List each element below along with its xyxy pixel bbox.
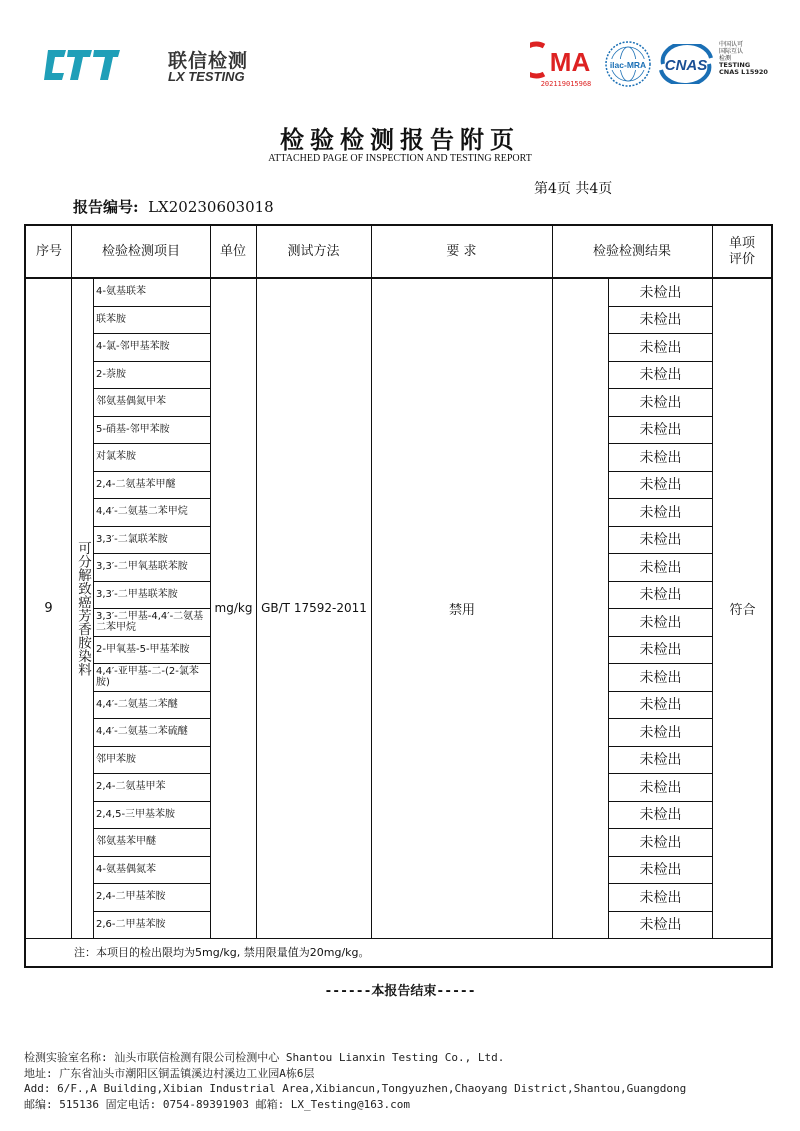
cnas-line: 国际互认: [719, 48, 744, 55]
footer-address-en: Add: 6/F.,A Building,Xibian Industrial Area,Xibiancun,Tongyuzhen,Chaoyang District,Shantou,Guangdong: [24, 1082, 687, 1095]
item-result: 未检出: [639, 862, 682, 879]
item-name: 邻氨基偶氮甲苯: [96, 396, 166, 408]
header-seq: 序号: [35, 244, 62, 259]
row-divider: [609, 911, 712, 912]
row-method: GB/T 17592-2011: [261, 601, 367, 615]
item-name: 邻氨基苯甲醚: [96, 836, 156, 848]
report-number-value: LX20230603018: [148, 198, 274, 216]
item-result: 未检出: [639, 559, 682, 576]
cnas-line: 检测: [719, 55, 732, 62]
row-divider: [94, 388, 210, 389]
item-result: 未检出: [639, 587, 682, 604]
row-divider: [94, 718, 210, 719]
row-divider: [94, 581, 210, 582]
item-result: 未检出: [639, 669, 682, 686]
item-result: 未检出: [639, 504, 682, 521]
row-divider: [94, 361, 210, 362]
header-item: 检验检测项目: [101, 244, 180, 259]
cnas-line: 中国认可: [719, 41, 744, 48]
cnas-badge: [655, 44, 717, 84]
row-divider: [609, 636, 712, 637]
row-divider: [609, 581, 712, 582]
row-divider: [609, 526, 712, 527]
row-divider: [94, 553, 210, 554]
row-divider: [609, 553, 712, 554]
item-result: 未检出: [639, 834, 682, 851]
report-number: [73, 196, 274, 217]
row-divider: [94, 856, 210, 857]
row-divider: [94, 801, 210, 802]
table-note: 注：本项目的检出限均为5mg/kg, 禁用限量值为20mg/kg。: [74, 946, 370, 959]
item-result: 未检出: [639, 724, 682, 741]
item-result: 未检出: [639, 422, 682, 439]
row-divider: [609, 746, 712, 747]
col-divider: [552, 226, 553, 939]
cma-icon: [530, 40, 602, 80]
item-name: 3,3′-二甲氧基联苯胺: [96, 561, 188, 573]
cma-badge: [530, 40, 602, 90]
row-divider: [609, 416, 712, 417]
item-name: 联苯胺: [96, 313, 126, 325]
row-divider: [609, 663, 712, 664]
item-name: 4-氨基偶氮苯: [96, 863, 156, 875]
logo-en-text: LX TESTING: [168, 69, 245, 84]
item-name: 2,4-二氨基甲苯: [96, 781, 166, 793]
header-requirement: 要 求: [446, 244, 477, 259]
row-divider: [94, 746, 210, 747]
item-result: 未检出: [639, 807, 682, 824]
item-name: 2,4-二甲基苯胺: [96, 891, 166, 903]
row-divider: [609, 773, 712, 774]
header-unit: 单位: [219, 244, 246, 259]
row-divider: [609, 333, 712, 334]
row-divider: [94, 883, 210, 884]
results-table: [24, 224, 773, 968]
row-divider: [609, 498, 712, 499]
page-subtitle: ATTACHED PAGE OF INSPECTION AND TESTING REPORT: [268, 153, 532, 164]
row-divider: [609, 856, 712, 857]
item-name: 4-氨基联苯: [96, 286, 146, 298]
item-result: 未检出: [639, 614, 682, 631]
row-divider: [609, 443, 712, 444]
row-divider: [609, 718, 712, 719]
report-number-label: 报告编号:: [73, 198, 139, 216]
cnas-line: TESTING: [719, 61, 751, 69]
ma-number: 202119015968: [540, 80, 592, 88]
header-method: 测试方法: [287, 244, 340, 259]
row-divider: [609, 306, 712, 307]
row-divider: [94, 608, 210, 609]
item-result: 未检出: [639, 394, 682, 411]
item-name: 4,4′-二氨基二苯硫醚: [96, 726, 188, 738]
row-divider: [94, 828, 210, 829]
item-name: 对氯苯胺: [96, 451, 136, 463]
row-divider: [94, 306, 210, 307]
row-divider: [609, 608, 712, 609]
item-name: 4,4′-二氨基二苯醚: [96, 698, 178, 710]
row-divider: [94, 691, 210, 692]
footer-lab: 检测实验室名称: 汕头市联信检测有限公司检测中心 Shantou Lianxin Testing Co., Ltd.: [24, 1051, 505, 1064]
row-divider: [94, 773, 210, 774]
item-result: 未检出: [639, 917, 682, 934]
row-divider: [94, 911, 210, 912]
item-name: 3,3′-二氯联苯胺: [96, 533, 168, 545]
item-result: 未检出: [639, 367, 682, 384]
item-result: 未检出: [639, 697, 682, 714]
row-divider: [609, 801, 712, 802]
item-name: 2,4,5-三甲基苯胺: [96, 808, 176, 820]
row-divider: [609, 691, 712, 692]
footer-address-cn: 地址: 广东省汕头市潮阳区铜盂镇溪边村溪边工业园A栋6层: [24, 1066, 315, 1080]
row-divider: [609, 828, 712, 829]
row-divider: [609, 471, 712, 472]
row-divider: [94, 471, 210, 472]
header-evaluation: 单项评价: [728, 236, 755, 267]
row-unit: mg/kg: [214, 601, 253, 615]
item-result: 未检出: [639, 532, 682, 549]
row-divider: [94, 416, 210, 417]
row-divider: [94, 443, 210, 444]
row-requirement: 禁用: [448, 602, 475, 618]
item-name: 2-萘胺: [96, 368, 126, 380]
item-name: 邻甲苯胺: [96, 753, 136, 765]
item-name: 2-甲氧基-5-甲基苯胺: [96, 643, 190, 655]
item-result: 未检出: [639, 477, 682, 494]
ilac-badge: [604, 40, 652, 88]
item-result: 未检出: [639, 752, 682, 769]
cnas-logo-text: CNAS: [664, 57, 708, 74]
report-end: ------本报告结束-----: [324, 984, 476, 999]
row-seq: 9: [44, 600, 53, 616]
ma-text: MA: [549, 47, 591, 77]
row-divider: [94, 663, 210, 664]
row-divider: [94, 498, 210, 499]
row-divider: [94, 526, 210, 527]
item-result: 未检出: [639, 449, 682, 466]
item-name: 4-氯-邻甲基苯胺: [96, 341, 170, 353]
item-name: 4,4′-亚甲基-二-(2-氯苯胺): [96, 665, 199, 688]
page-title: 检验检测报告附页: [280, 125, 520, 154]
header-result: 检验检测结果: [592, 244, 671, 259]
item-name: 5-硝基-邻甲苯胺: [96, 423, 170, 435]
row-divider: [94, 333, 210, 334]
footer-info: [24, 1050, 686, 1112]
item-result: 未检出: [639, 312, 682, 329]
row-divider: [609, 361, 712, 362]
item-name: 3,3′-二甲基联苯胺: [96, 588, 178, 600]
item-result: 未检出: [639, 284, 682, 301]
item-name: 4,4′-二氨基二苯甲烷: [96, 506, 188, 518]
logo-cn-text: 联信检测: [168, 50, 249, 72]
lti-logo-mark-icon: [44, 48, 122, 82]
page-number: 第4页 共4页: [534, 181, 613, 197]
item-result: 未检出: [639, 779, 682, 796]
row-divider: [609, 388, 712, 389]
footer-contact: 邮编: 515136 固定电话: 0754-89391903 邮箱: LX_Testing@163.com: [24, 1097, 411, 1111]
item-result: 未检出: [639, 339, 682, 356]
cnas-line: CNAS L15920: [719, 68, 768, 76]
ilac-text: ilac-MRA: [609, 60, 647, 70]
row-evaluation: 符合: [729, 602, 756, 618]
note-divider: [26, 938, 772, 939]
row-divider: [609, 883, 712, 884]
item-name: 2,6-二甲基苯胺: [96, 918, 166, 930]
cnas-accreditation-text: [719, 41, 789, 76]
item-result: 未检出: [639, 889, 682, 906]
item-name: 3,3′-二甲基-4,4′-二氨基二苯甲烷: [96, 610, 204, 633]
ilac-globe-icon: [604, 40, 652, 88]
company-logo: [44, 46, 249, 86]
row-category: 可分解致癌芳香胺染料: [75, 540, 91, 676]
cnas-icon: [655, 44, 717, 84]
item-name: 2,4-二氨基苯甲醚: [96, 478, 176, 490]
row-divider: [94, 636, 210, 637]
item-result: 未检出: [639, 642, 682, 659]
